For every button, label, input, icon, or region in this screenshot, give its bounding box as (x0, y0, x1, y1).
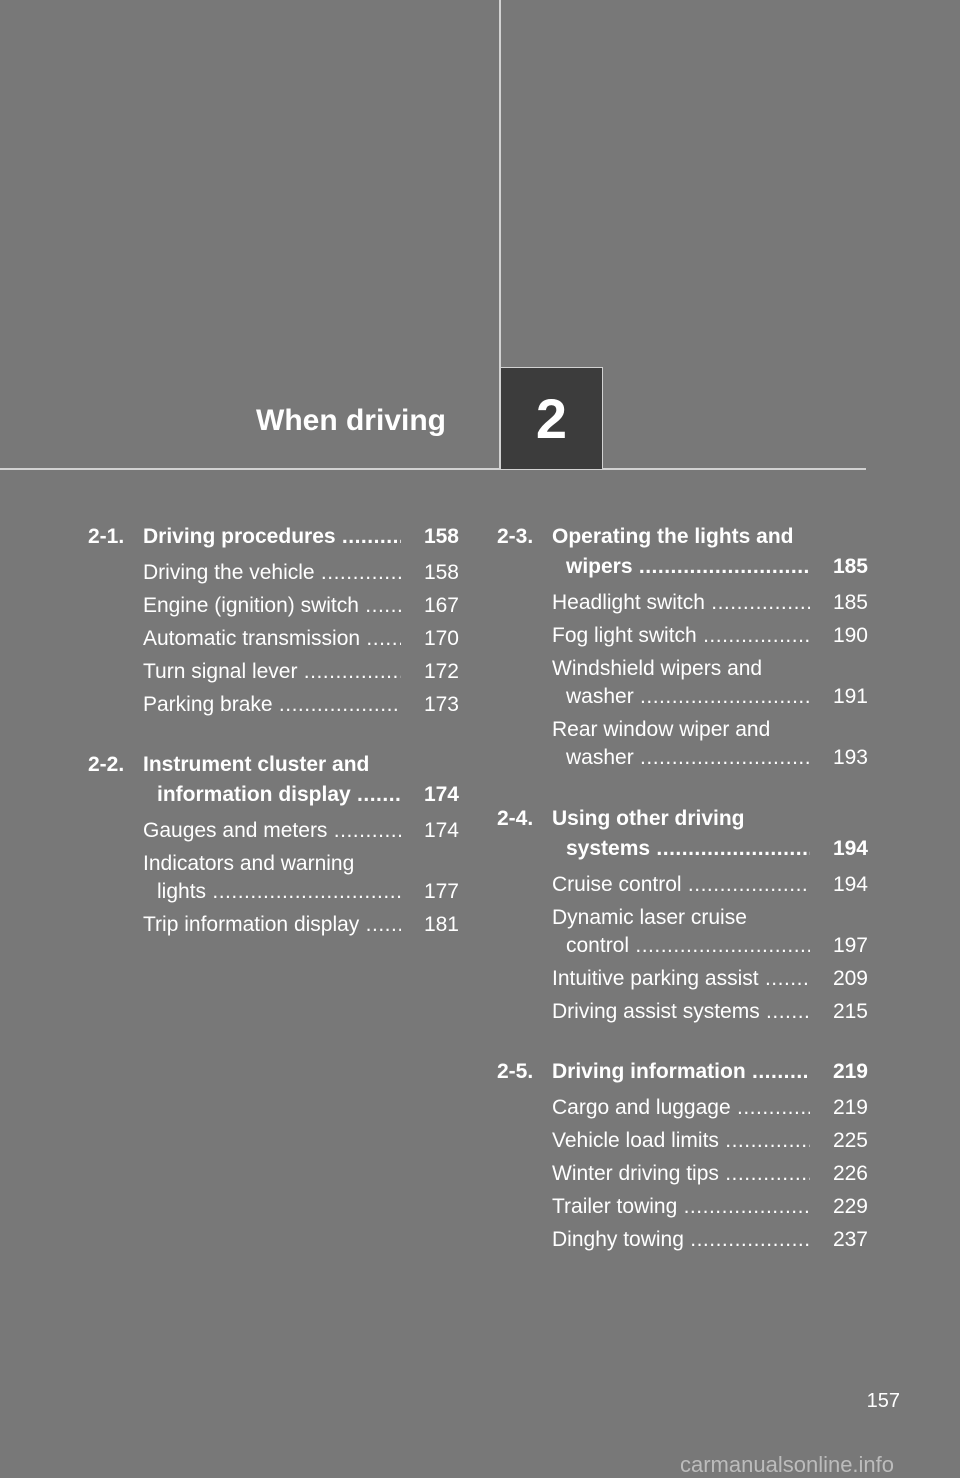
toc-entry-line (552, 1093, 868, 1123)
section-heading-line (88, 750, 459, 780)
toc-entry-title: Indicators and warning (143, 852, 355, 875)
toc-entry-line (143, 624, 459, 654)
toc-entry-page-number: 190 (832, 624, 868, 647)
section-heading-line (88, 522, 459, 552)
toc-entry-line (552, 715, 868, 745)
toc-entry-line (552, 682, 868, 712)
toc-entry-page-number: 226 (832, 1162, 868, 1185)
chapter-title: When driving (256, 404, 446, 437)
section-title: Using other driving (552, 807, 745, 830)
toc-entry-title: lights ..... (157, 877, 401, 907)
section-heading-line (497, 1057, 868, 1087)
toc-entry-line (143, 690, 459, 720)
toc-entry-page-number: 215 (832, 1000, 868, 1023)
toc-entry-page-number: 194 (832, 873, 868, 896)
section-title: wipers ..... (566, 552, 810, 582)
toc-entry-page-number: 229 (832, 1195, 868, 1218)
toc-entry-line (552, 1225, 868, 1255)
section-title: Driving procedures ..... (143, 522, 401, 552)
section-page-number: 185 (832, 555, 868, 578)
toc-entry-line (143, 591, 459, 621)
toc-entry-title: Cargo and luggage ..... (552, 1093, 810, 1123)
toc-entry-page-number: 167 (423, 594, 459, 617)
toc-entry-line (552, 931, 868, 961)
chapter-number-tab (501, 367, 603, 469)
toc-entry-line (552, 1159, 868, 1189)
section-heading-line (88, 780, 459, 810)
toc-entry-title: Turn signal lever ..... (143, 657, 401, 687)
toc-entry-title: Winter driving tips ..... (552, 1159, 810, 1189)
section-heading-line (497, 804, 868, 834)
toc-entry-title: washer ..... (566, 682, 810, 712)
toc-entry-page-number: 170 (423, 627, 459, 650)
section-heading-line (497, 552, 868, 582)
toc-entry-line (143, 910, 459, 940)
toc-entry-title: Cruise control ..... (552, 870, 810, 900)
watermark: carmanualsonline.info (680, 1452, 895, 1477)
toc-entry-title: Automatic transmission ..... (143, 624, 401, 654)
toc-entry-title: control ..... (566, 931, 810, 961)
toc-entry-page-number: 237 (832, 1228, 868, 1251)
section-number: 2-3. (497, 525, 534, 548)
toc-entry-line (552, 903, 868, 933)
toc-entry-title: Headlight switch ..... (552, 588, 810, 618)
toc-entry-title: Trailer towing ..... (552, 1192, 810, 1222)
toc-entry-title: Vehicle load limits ..... (552, 1126, 810, 1156)
toc-entry-title: washer ..... (566, 743, 810, 773)
toc-entry-line (143, 657, 459, 687)
toc-entry-title: Dynamic laser cruise (552, 906, 747, 929)
section-page-number: 194 (832, 837, 868, 860)
section-title: systems ..... (566, 834, 810, 864)
toc-entry-title: Driving assist systems ..... (552, 997, 810, 1027)
toc-entry-line (552, 621, 868, 651)
toc-entry-line (552, 588, 868, 618)
page-number: 157 (866, 1390, 900, 1412)
toc-entry-page-number: 181 (423, 913, 459, 936)
section-page-number: 174 (423, 783, 459, 806)
toc-entry-page-number: 191 (832, 685, 868, 708)
toc-entry-page-number: 209 (832, 967, 868, 990)
toc-entry-page-number: 193 (832, 746, 868, 769)
header-horizontal-rule (0, 468, 866, 470)
toc-entry-page-number: 174 (423, 819, 459, 842)
section-heading-line (497, 522, 868, 552)
toc-entry-line (143, 877, 459, 907)
toc-entry-title: Fog light switch ..... (552, 621, 810, 651)
section-title: Instrument cluster and (143, 753, 370, 776)
section-title: Driving information ..... (552, 1057, 810, 1087)
section-heading-line (497, 834, 868, 864)
toc-entry-line (552, 743, 868, 773)
section-page-number: 158 (423, 525, 459, 548)
toc-entry-line (552, 1192, 868, 1222)
section-number: 2-4. (497, 807, 534, 830)
toc-entry-line (552, 654, 868, 684)
toc-entry-title: Driving the vehicle ..... (143, 558, 401, 588)
toc-entry-line (143, 558, 459, 588)
toc-entry-title: Engine (ignition) switch ..... (143, 591, 401, 621)
toc-entry-title: Trip information display ..... (143, 910, 401, 940)
toc-entry-line (552, 1126, 868, 1156)
toc-entry-page-number: 197 (832, 934, 868, 957)
section-number: 2-1. (88, 525, 125, 548)
toc-entry-page-number: 173 (423, 693, 459, 716)
toc-entry-line (552, 964, 868, 994)
toc-entry-title: Gauges and meters ..... (143, 816, 401, 846)
toc-entry-page-number: 172 (423, 660, 459, 683)
toc-entry-page-number: 225 (832, 1129, 868, 1152)
toc-entry-title: Parking brake ..... (143, 690, 401, 720)
section-page-number: 219 (832, 1060, 868, 1083)
toc-entry-title: Windshield wipers and (552, 657, 763, 680)
toc-entry-line (552, 870, 868, 900)
chapter-number: 2 (535, 387, 568, 450)
toc-entry-page-number: 219 (832, 1096, 868, 1119)
toc-entry-title: Intuitive parking assist ..... (552, 964, 810, 994)
section-title: information display ..... (157, 780, 401, 810)
toc-entry-line (143, 816, 459, 846)
toc-entry-title: Rear window wiper and (552, 718, 771, 741)
toc-entry-line (143, 849, 459, 879)
toc-entry-page-number: 185 (832, 591, 868, 614)
toc-entry-page-number: 158 (423, 561, 459, 584)
section-number: 2-5. (497, 1060, 534, 1083)
toc-entry-title: Dinghy towing ..... (552, 1225, 810, 1255)
toc-entry-page-number: 177 (423, 880, 459, 903)
toc-entry-line (552, 997, 868, 1027)
section-title: Operating the lights and (552, 525, 794, 548)
section-number: 2-2. (88, 753, 125, 776)
